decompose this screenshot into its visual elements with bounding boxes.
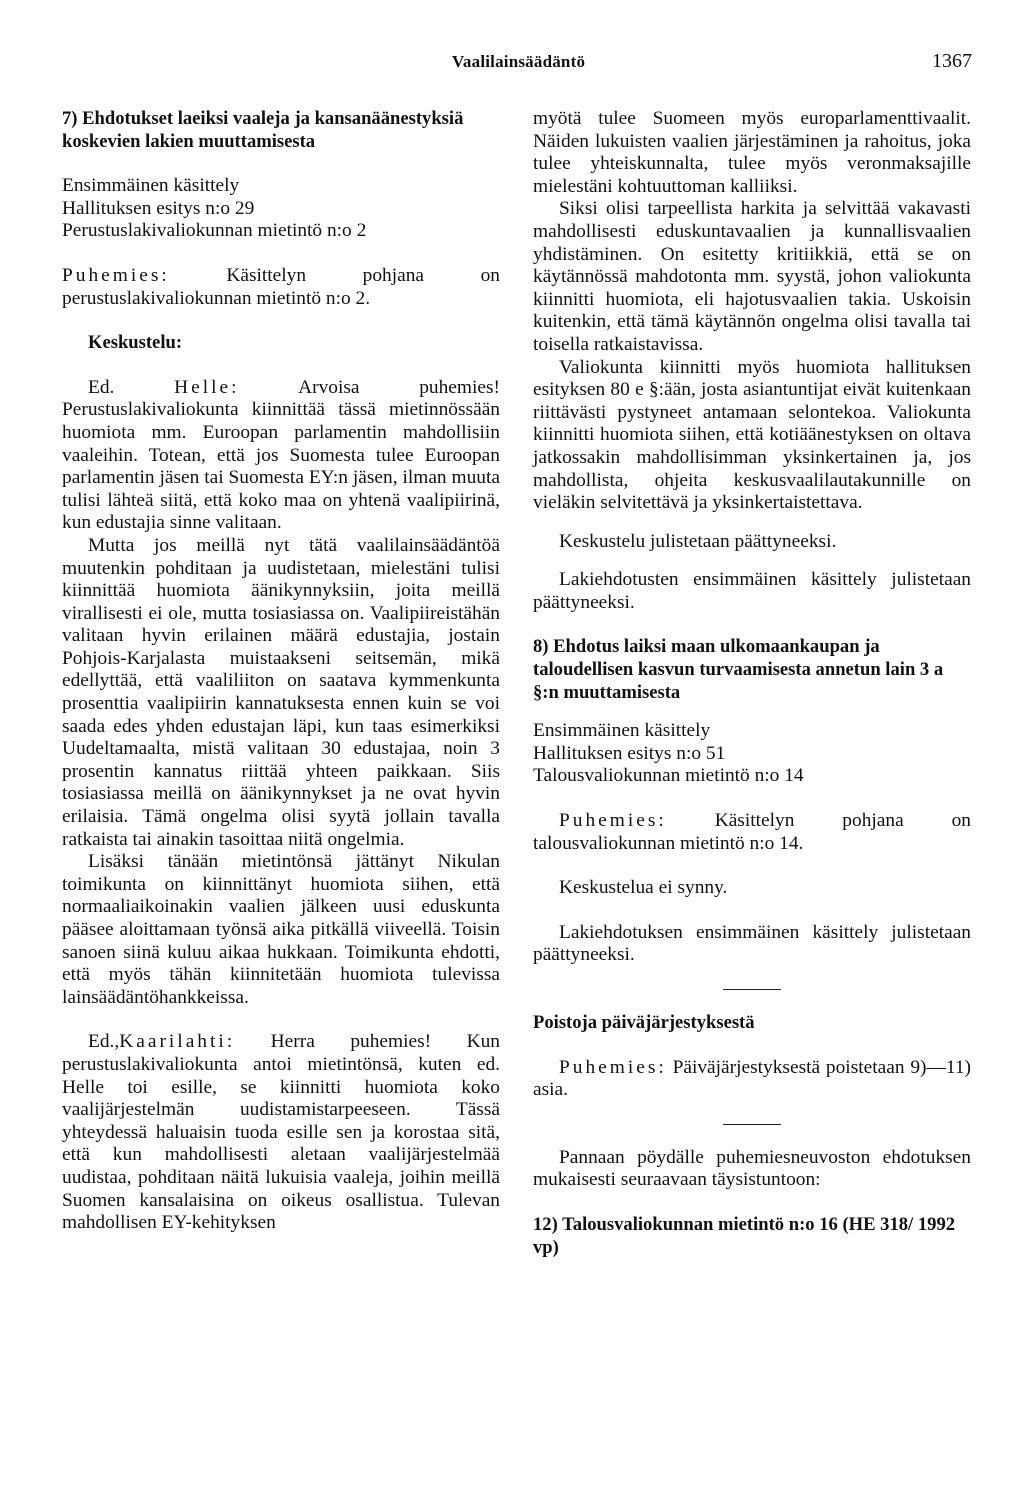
- helle-text-1: Arvoisa puhemies! Perustuslakivaliokunta kiinnittää tässä mietinnössään huomiota mm. Euroopan parlamentin mahdollisiin vaaleihin. Totean, että jos Suomesta tulee Euroopan parlamentin jäsen tai Suomesta EY:n jäsen, ilman muuta tulisi lähteä siitä, että koko maa on yhtenä vaalipiirinä, kun edustajia sinne valitaan.: [62, 376, 500, 534]
- no-discussion: Keskustelua ei synny.: [559, 877, 728, 899]
- speaker-name-helle: Helle:: [174, 376, 240, 398]
- discussion-heading: Keskustelu:: [88, 332, 183, 354]
- continued-paragraph-1: myötä tulee Suomeen myös europarlamenttivaalit. Näiden lukuisten vaalien järjestäminen ja rahoitus, joka tulee yhteiskunnalta, tulee myös veronmaksajille mielestäni kohtuuttoman kalliiksi.: [533, 108, 971, 197]
- right-column: [533, 108, 971, 1259]
- removals-text: Päiväjärjestyksestä poistetaan 9)—11) asia.: [533, 1056, 971, 1101]
- reading-label: Ensimmäinen käsittely: [62, 175, 240, 197]
- helle-speech-p3: Lisäksi tänään mietintönsä jättänyt Nikulan toimikunta on kiinnittänyt huomiota siihen, että normaaliaikoinakin vaalien jälkeen uusi eduskunta pääsee aloittamaan työnsä aika pitkällä viiveellä. Toisin sanoen siinä kuluu aikaa hukkaan. Toimikunta ehdotti, että myös tähän kiinnitetään huomiota tulevissa lainsäädäntöhankkeissa.: [62, 851, 500, 1008]
- kaarilahti-speech: [62, 1031, 500, 1234]
- continued-paragraph-2: Siksi olisi tarpeellista harkita ja selvittää vakavasti mahdollisesti eduskuntavaalien ja kunnallisvaalien yhdistäminen. On esitetty kritiikkiä, että se on käytännössä mahdotonta mm. syystä, johon valiokunta kiinnitti huomiota, eli hajotusvaalien takia. Uskoisin kuitenkin, että tämä käytännön ongelma olisi tavalla tai toisella ratkaistavissa.: [533, 198, 971, 355]
- left-column: [62, 108, 500, 1235]
- first-reading-closed: Lakiehdotusten ensimmäinen käsittely julistetaan päättyneeksi.: [533, 569, 971, 613]
- kaarilahti-text: Herra puhemies! Kun perustuslakivaliokunta antoi mietintönsä, kuten ed. Helle toi esille, se kiinnitti huomiota koko vaalijärjestelmän uudistamistarpeeseen. Tässä yhteydessä haluaisin tuoda esille sen ja korostaa sitä, että kun mahdollisesti aletaan vaalijärjestelmää uudistaa, pohditaan näitä lukuisia vaaleja, joihin meillä Suomen kansalaisina on oikeus osallistua. Tulevan mahdollisen EY-kehityksen: [62, 1031, 500, 1234]
- speaker-text: Käsittelyn pohjana on perustuslakivaliokunnan mietintö n:o 2.: [62, 264, 500, 309]
- speaker-text: Käsittelyn pohjana on talousvaliokunnan mietintö n:o 14.: [533, 810, 971, 854]
- continued-paragraph-3: Valiokunta kiinnitti myös huomiota hallituksen esityksen 80 e §:ään, josta asiantuntijat eivät kuitenkaan riittävästi pystyneet antamaan selontekoa. Valiokunta kiinnitti huomiota siihen, että kotiäänestyksen on oltava jatkossakin mahdollisimman yksinkertainen ja, jos mahdollista, ohjeita keskusvaalilautakunnille on vieläkin selvitettävä ja yksinkertaistettava.: [533, 356, 971, 514]
- speaker-prefix: Ed.: [88, 376, 175, 398]
- speaker-name-kaarilahti: Kaarilahti:: [119, 1031, 236, 1053]
- speaker-title: Puhemies:: [559, 810, 667, 832]
- item-7-heading: 7) Ehdotukset laeiksi vaaleja ja kansanäänestyksiä koskevien lakien muuttamisesta: [62, 108, 464, 152]
- speaker-title: Puhemies:: [62, 264, 170, 286]
- speaker-statement: [62, 265, 500, 310]
- discussion-closed: Keskustelu julistetaan päättyneeksi.: [559, 530, 837, 552]
- running-header: [0, 52, 1024, 82]
- committee-report: Perustuslakivaliokunnan mietintö n:o 2: [62, 220, 367, 242]
- speaker-title: Puhemies:: [559, 1056, 667, 1078]
- item-12-heading: 12) Talousvaliokunnan mietintö n:o 16 (HE 318/ 1992 vp): [533, 1213, 956, 1258]
- speaker-statement: [533, 810, 971, 855]
- running-title: Vaalilainsäädäntö: [452, 52, 586, 71]
- helle-speech-p1: [62, 377, 500, 535]
- government-bill: Hallituksen esitys n:o 51: [533, 742, 726, 764]
- removals-statement: [533, 1057, 971, 1102]
- reading-label: Ensimmäinen käsittely: [533, 720, 711, 742]
- tabled-statement: Pannaan pöydälle puhemiesneuvoston ehdotuksen mukaisesti seuraavaan täysistuntoon:: [533, 1146, 971, 1191]
- committee-report: Talousvaliokunnan mietintö n:o 14: [533, 765, 804, 787]
- government-bill: Hallituksen esitys n:o 29: [62, 197, 255, 219]
- item-8-heading: 8) Ehdotus laiksi maan ulkomaankaupan ja taloudellisen kasvun turvaamisesta annetun lain 3 a §:n muuttamisesta: [533, 636, 944, 703]
- helle-speech-p2: Mutta jos meillä nyt tätä vaalilainsäädäntöä muutenkin pohditaan ja uudistetaan, mielestäni tulisi kiinnittää huomiota äänikynnyksiin, joita meillä virallisesti ei ole, mutta tosiasiassa on. Vaalipiireistähän valitaan hyvin erilainen määrä edustajia, jostain Pohjois-Karjalasta muistaakseni seitsemän, mikä edellyttää, että vaaliliiton on saatava kymmenkunta prosenttia vaalipiirin kannatuksesta ennen kuin se voi saada edes yhden edustajan läpi, kun taas esimerkiksi Uudeltamaalta, mistä valitaan 30 edustajaa, noin 3 prosentin kannatus riittää yhteen paikkaan. Siis tosiasiassa meillä on äänikynnykset ja ne ovat hyvin erilaisia. Tämä ongelma olisi syytä jollain tavalla ratkaista tai ainakin tasoittaa niitä ongelmia.: [62, 534, 500, 850]
- page-number: 1367: [932, 50, 972, 72]
- speaker-prefix: Ed.,: [88, 1031, 120, 1053]
- item-8-reading-closed: Lakiehdotuksen ensimmäinen käsittely julistetaan päättyneeksi.: [533, 921, 971, 966]
- removals-heading: Poistoja päiväjärjestyksestä: [533, 1012, 755, 1033]
